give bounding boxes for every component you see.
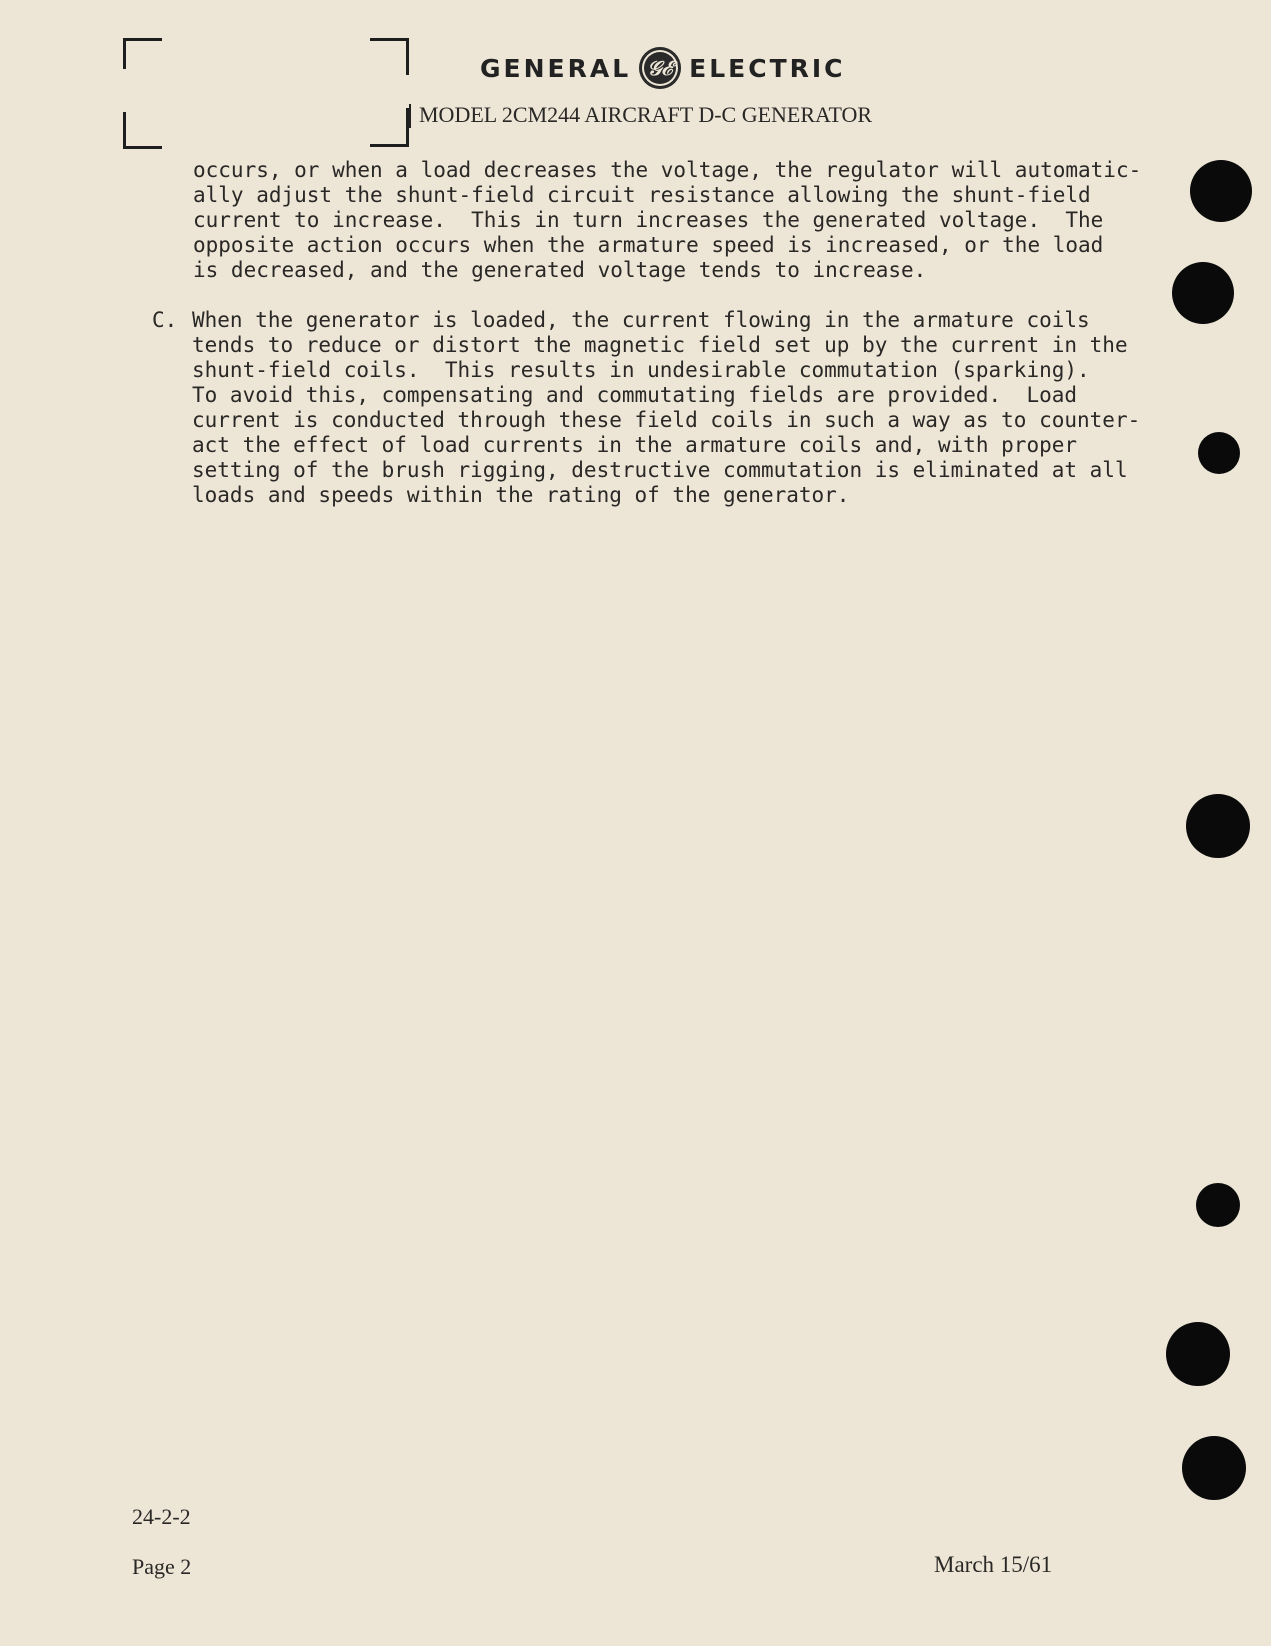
paragraph-c	[152, 308, 1140, 508]
binder-punch-hole	[1166, 1322, 1230, 1386]
revision-date: March 15/61	[934, 1552, 1053, 1577]
text-line: ally adjust the shunt-field circuit resistance allowing the shunt-field	[193, 183, 1091, 207]
document-code: 24-2-2	[132, 1504, 191, 1529]
ge-monogram-logo: 𝒢ℰ	[639, 47, 681, 89]
brand-left-text: GENERAL	[480, 53, 632, 83]
crop-mark-top-left	[123, 38, 162, 69]
paragraph-b-continued	[193, 158, 1141, 283]
text-line: opposite action occurs when the armature speed is increased, or the load	[193, 233, 1104, 257]
company-brand	[480, 46, 846, 90]
text-line: setting of the brush rigging, destructive commutation is eliminated at all	[192, 458, 1128, 482]
text-line: tends to reduce or distort the magnetic field set up by the current in the	[192, 333, 1128, 357]
text-line: current is conducted through these field coils in such a way as to counter-	[192, 408, 1141, 432]
text-line: is decreased, and the generated voltage tends to increase.	[193, 258, 927, 282]
binder-punch-hole	[1172, 262, 1234, 324]
binder-punch-hole	[1196, 1183, 1240, 1227]
text-line: act the effect of load currents in the armature coils and, with proper	[192, 433, 1078, 457]
text-line: shunt-field coils. This results in undesirable commutation (sparking).	[192, 358, 1090, 382]
text-line: current to increase. This in turn increases the generated voltage. The	[193, 208, 1104, 232]
crop-mark-bottom-left	[123, 112, 162, 149]
binder-punch-hole	[1190, 160, 1252, 222]
paragraph-marker: C.	[152, 308, 178, 332]
text-line: To avoid this, compensating and commutating fields are provided. Load	[192, 383, 1078, 407]
document-title: MODEL 2CM244 AIRCRAFT D-C GENERATOR	[419, 102, 873, 127]
binder-punch-hole	[1186, 794, 1250, 858]
crop-mark-top-right	[370, 38, 409, 75]
binder-punch-hole	[1198, 432, 1240, 474]
binder-punch-hole	[1182, 1436, 1246, 1500]
text-line: loads and speeds within the rating of the generator.	[192, 483, 850, 507]
text-line: occurs, or when a load decreases the voltage, the regulator will automatic-	[193, 158, 1142, 182]
page-number: Page 2	[132, 1554, 192, 1579]
text-line: C. When the generator is loaded, the current flowing in the armature coils	[152, 308, 1090, 332]
crop-mark-bottom-right	[370, 108, 409, 147]
title-divider	[409, 104, 411, 128]
brand-right-text: ELECTRIC	[689, 53, 846, 83]
